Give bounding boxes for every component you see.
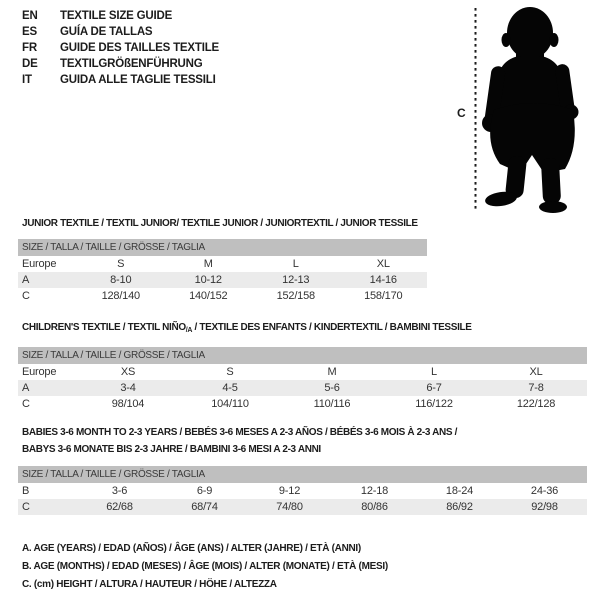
size-cell: 3-6 [111, 485, 128, 497]
size-cell: 14-16 [369, 274, 397, 286]
language-list [22, 8, 219, 88]
size-header-bar: SIZE / TALLA / TAILLE / GRÖSSE / TAGLIA [18, 239, 427, 256]
size-cell: 9-12 [278, 485, 301, 497]
table-row [18, 272, 427, 288]
table-row [18, 364, 587, 380]
size-cell: M [327, 366, 337, 378]
size-cell: 74/80 [276, 501, 303, 513]
babies-size-table [18, 466, 587, 515]
size-cell: 152/158 [276, 290, 315, 302]
size-cell: 7-8 [528, 382, 544, 394]
table-row [18, 499, 587, 515]
language-row [22, 24, 219, 40]
language-code: IT [22, 74, 32, 86]
size-cell: 140/152 [189, 290, 228, 302]
size-cell: 5-6 [324, 382, 340, 394]
language-row [22, 56, 219, 72]
size-cell: 24-36 [530, 485, 559, 497]
size-cell: 3-4 [120, 382, 136, 394]
babies-title-line1: BABIES 3-6 MONTH TO 2-3 YEARS / BEBÉS 3-6 MESES A 2-3 AÑOS / BÉBÉS 3-6 MOIS À 2-3 ANS / [22, 427, 458, 438]
children-size-table [18, 347, 587, 412]
size-cell: 18-24 [445, 485, 474, 497]
size-cell: S [226, 366, 234, 378]
size-cell: 12-18 [360, 485, 389, 497]
note-age-years: A. AGE (YEARS) / EDAD (AÑOS) / ÂGE (ANS) / ALTER (JAHRE) / ETÀ (ANNI) [22, 543, 361, 554]
junior-section-title: JUNIOR TEXTILE / TEXTIL JUNIOR/ TEXTILE JUNIOR / JUNIORTEXTIL / JUNIOR TESSILE [22, 218, 418, 229]
size-cell: 6-9 [196, 485, 213, 497]
babies-section-title [22, 424, 457, 458]
size-cell: 104/110 [211, 398, 249, 410]
table-row [18, 396, 587, 412]
language-label: GUÍA DE TALLAS [60, 26, 153, 38]
baby-silhouette [482, 7, 579, 213]
size-cell: 8-10 [110, 274, 132, 286]
size-cell: XL [529, 366, 543, 378]
junior-size-table [18, 239, 427, 304]
row-label: C [22, 501, 30, 513]
table-row [18, 256, 427, 272]
size-cell: 4-5 [222, 382, 238, 394]
language-row [22, 72, 219, 88]
size-cell: M [203, 258, 213, 270]
size-cell: 122/128 [516, 398, 556, 410]
size-cell: 98/104 [111, 398, 145, 410]
size-cell: 158/170 [364, 290, 403, 302]
row-label: C [22, 398, 30, 410]
row-label: A [22, 382, 30, 394]
size-header-bar: SIZE / TALLA / TAILLE / GRÖSSE / TAGLIA [18, 466, 587, 483]
size-cell: S [117, 258, 125, 270]
size-header-bar: SIZE / TALLA / TAILLE / GRÖSSE / TAGLIA [18, 347, 587, 364]
row-label: A [22, 274, 30, 286]
size-cell: XL [376, 258, 390, 270]
row-label: C [22, 290, 30, 302]
size-cell: 12-13 [282, 274, 310, 286]
title-text: CHILDREN'S TEXTILE / TEXTIL NIÑO [22, 322, 186, 333]
table-row [18, 483, 587, 499]
note-height-cm: C. (cm) HEIGHT / ALTURA / HAUTEUR / HÖHE / ALTEZZA [22, 579, 277, 590]
language-row [22, 40, 219, 56]
size-cell: 128/140 [101, 290, 140, 302]
size-cell: 86/92 [446, 501, 473, 513]
row-label: B [22, 485, 30, 497]
size-cell: 6-7 [426, 382, 442, 394]
row-label: Europe [22, 258, 57, 270]
table-row [18, 288, 427, 304]
size-cell: 10-12 [194, 274, 222, 286]
note-age-months: B. AGE (MONTHS) / EDAD (MESES) / ÂGE (MOIS) / ALTER (MONATE) / ETÀ (MESI) [22, 561, 388, 572]
legend-notes [22, 540, 388, 594]
size-cell: L [292, 258, 299, 270]
language-code: ES [22, 26, 37, 38]
baby-silhouette-figure [450, 0, 600, 215]
size-cell: 116/122 [415, 398, 453, 410]
size-cell: 80/86 [361, 501, 388, 513]
language-code: EN [22, 10, 38, 22]
size-cell: 68/74 [191, 501, 218, 513]
table-row [18, 380, 587, 396]
size-cell: 92/98 [531, 501, 558, 513]
language-label: GUIDE DES TAILLES TEXTILE [60, 42, 219, 54]
height-label-c: C [457, 106, 466, 120]
title-subscript: /A [185, 327, 193, 334]
children-section-title [22, 319, 472, 339]
language-label: GUIDA ALLE TAGLIE TESSILI [60, 74, 216, 86]
title-text: / TEXTILE DES ENFANTS / KINDERTEXTIL / BAMBINI TESSILE [192, 322, 472, 333]
size-cell: XS [120, 366, 136, 378]
babies-title-line2: BABYS 3-6 MONATE BIS 2-3 JAHRE / BAMBINI 3-6 MESI A 2-3 ANNI [22, 444, 321, 455]
size-cell: L [431, 366, 437, 378]
row-label: Europe [22, 366, 57, 378]
language-label: TEXTILE SIZE GUIDE [60, 10, 173, 22]
language-code: FR [22, 42, 37, 54]
language-label: TEXTILGRÖßENFÜHRUNG [60, 58, 203, 70]
language-code: DE [22, 58, 38, 70]
language-row [22, 8, 219, 24]
size-cell: 62/68 [106, 501, 133, 513]
size-cell: 110/116 [313, 398, 351, 410]
